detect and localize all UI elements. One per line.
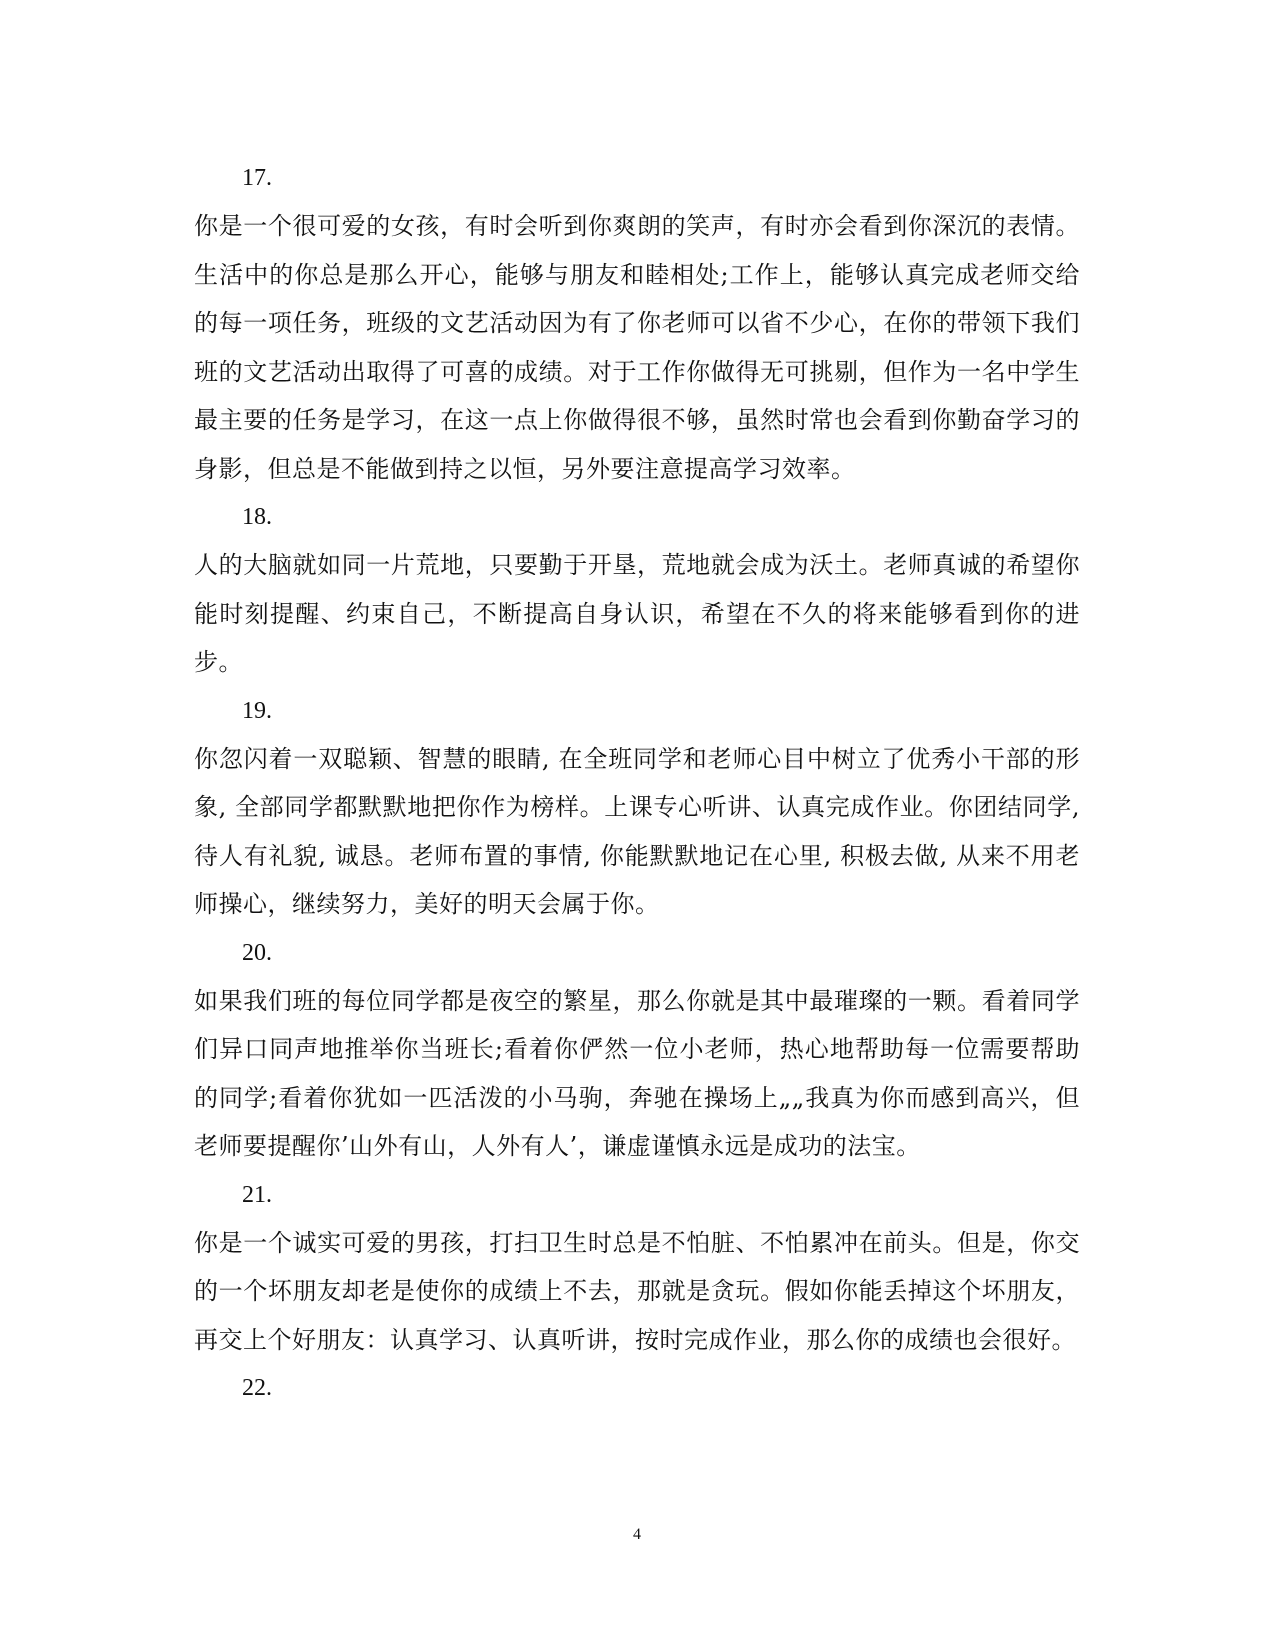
entry-text: 人的大脑就如同一片荒地，只要勤于开垦，荒地就会成为沃土。老师真诚的希望你能时刻提醒、约束自己，不断提高自身认识，希望在不久的将来能够看到你的进步。 <box>194 551 1080 676</box>
entry-number: 18. <box>242 504 272 530</box>
entry-22 <box>194 1364 1080 1412</box>
document-body <box>194 154 1080 1412</box>
entry-19 <box>194 687 1080 929</box>
entry-number: 22. <box>242 1375 272 1401</box>
entry-number: 17. <box>242 165 272 191</box>
page-number: 4 <box>633 1526 641 1543</box>
entry-20 <box>194 929 1080 1171</box>
entry-18 <box>194 493 1080 687</box>
entry-text: 你忽闪着一双聪颖、智慧的眼睛, 在全班同学和老师心目中树立了优秀小干部的形象, 全部同学都默默地把你作为榜样。上课专心听讲、认真完成作业。你团结同学, 待人有礼貌, 诚恳。老师布置的事情, 你能默默地记在心里, 积极去做, 从来不用老师操心，继续努力，美好的明天会属于你。 <box>194 744 1080 918</box>
entry-text: 你是一个很可爱的女孩，有时会听到你爽朗的笑声，有时亦会看到你深沉的表情。生活中的你总是那么开心，能够与朋友和睦相处;工作上，能够认真完成老师交给的每一项任务，班级的文艺活动因为有了你老师可以省不少心，在你的带领下我们班的文艺活动出取得了可喜的成绩。对于工作你做得无可挑剔，但作为一名中学生最主要的任务是学习，在这一点上你做得很不够，虽然时常也会看到你勤奋学习的身影，但总是不能做到持之以恒，另外要注意提高学习效率。 <box>194 212 1080 483</box>
entry-text: 你是一个诚实可爱的男孩，打扫卫生时总是不怕脏、不怕累冲在前头。但是，你交的一个坏朋友却老是使你的成绩上不去，那就是贪玩。假如你能丢掉这个坏朋友，再交上个好朋友：认真学习、认真听讲，按时完成作业，那么你的成绩也会很好。 <box>194 1228 1080 1354</box>
entry-number: 19. <box>242 697 272 724</box>
entry-text: 如果我们班的每位同学都是夜空的繁星，那么你就是其中最璀璨的一颗。看着同学们异口同声地推举你当班长;看着你俨然一位小老师，热心地帮助每一位需要帮助的同学;看着你犹如一匹活泼的小马驹，奔驰在操场上„„我真为你而感到高兴，但老师要提醒你’山外有山，人外有人’，谦虚谨慎永远是成功的法宝。 <box>194 986 1080 1160</box>
entry-number: 20. <box>242 939 272 966</box>
entry-number: 21. <box>242 1181 272 1208</box>
entry-17 <box>194 154 1080 493</box>
entry-21 <box>194 1171 1080 1365</box>
